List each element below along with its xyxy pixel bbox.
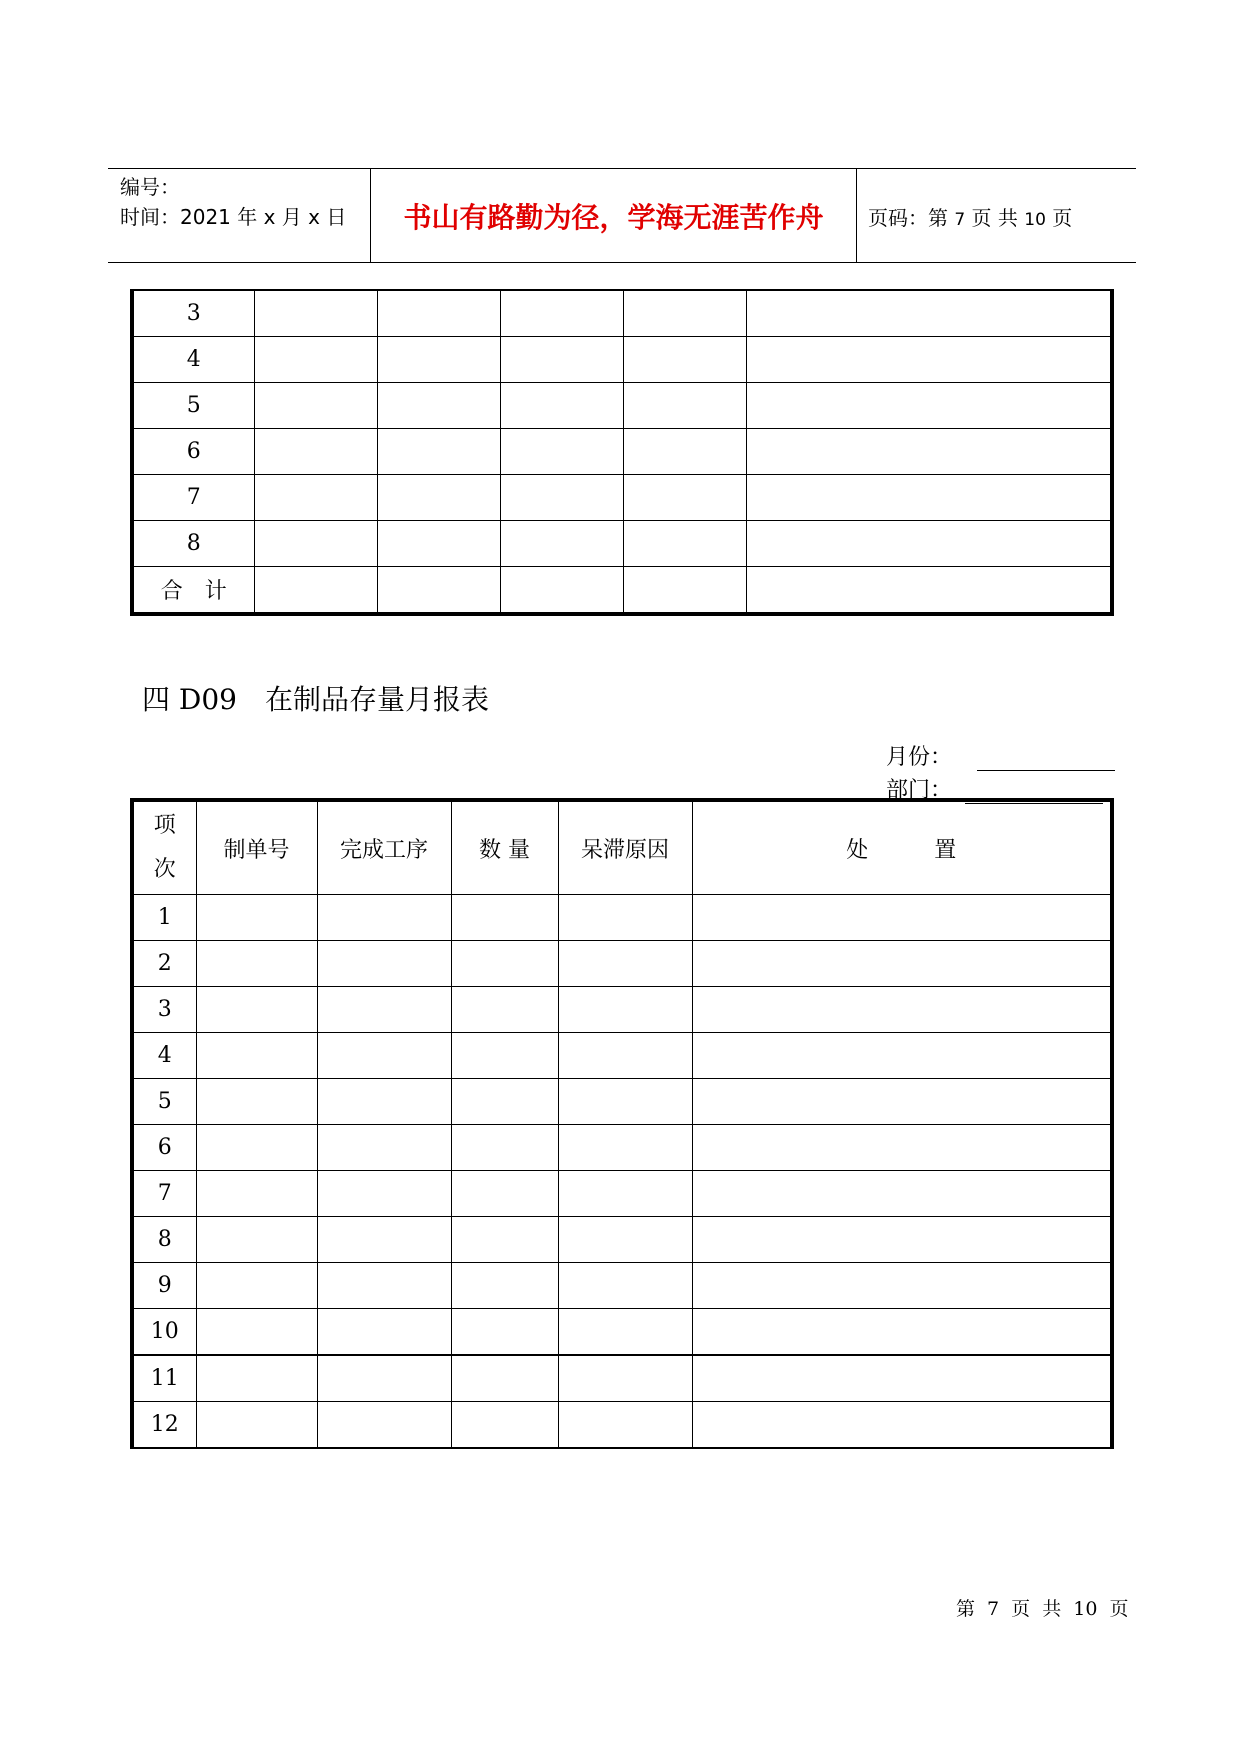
header-order-no: 制单号 — [196, 800, 317, 895]
page-prefix: 页码：第 — [868, 206, 948, 230]
table-cell[interactable] — [451, 941, 558, 987]
table-cell[interactable] — [692, 895, 1112, 941]
row-index: 8 — [132, 1217, 196, 1263]
table-row — [132, 987, 1112, 1033]
header-meta — [120, 172, 346, 232]
table-cell[interactable] — [451, 1355, 558, 1402]
page-total: 10 — [1024, 210, 1046, 230]
table-cell[interactable] — [196, 1355, 317, 1402]
table-row — [132, 1079, 1112, 1125]
table-cell[interactable] — [196, 1309, 317, 1356]
table-cell[interactable] — [451, 895, 558, 941]
table-cell[interactable] — [692, 1355, 1112, 1402]
table-cell[interactable] — [377, 521, 500, 567]
table-cell[interactable] — [558, 1402, 692, 1449]
row-index: 5 — [132, 1079, 196, 1125]
table-cell[interactable] — [623, 429, 746, 475]
table-cell[interactable] — [377, 475, 500, 521]
table-cell[interactable] — [746, 429, 1112, 475]
table-cell[interactable] — [746, 383, 1112, 429]
table-cell[interactable] — [196, 941, 317, 987]
table-cell[interactable] — [692, 1079, 1112, 1125]
row-index: 1 — [132, 895, 196, 941]
table-cell[interactable] — [196, 895, 317, 941]
table-cell[interactable] — [254, 337, 377, 383]
table-cell[interactable] — [623, 567, 746, 615]
row-index: 5 — [132, 383, 254, 429]
header-quantity: 数 量 — [451, 800, 558, 895]
table-cell[interactable] — [317, 895, 451, 941]
table-cell[interactable] — [196, 1125, 317, 1171]
table-cell[interactable] — [317, 1309, 451, 1356]
table-cell[interactable] — [558, 1125, 692, 1171]
table-cell[interactable] — [500, 337, 623, 383]
table-cell[interactable] — [746, 567, 1112, 615]
table-cell[interactable] — [623, 383, 746, 429]
table-cell[interactable] — [451, 1402, 558, 1449]
table-cell[interactable] — [558, 1309, 692, 1356]
table-cell[interactable] — [500, 521, 623, 567]
row-index: 3 — [132, 987, 196, 1033]
total-row — [132, 567, 1112, 615]
table-cell[interactable] — [451, 1217, 558, 1263]
table-cell[interactable] — [317, 1263, 451, 1309]
document-number-label: 编号： — [120, 175, 180, 199]
table-header-row — [132, 800, 1112, 895]
page-suffix: 页 — [1052, 206, 1073, 230]
table-cell[interactable] — [746, 290, 1112, 337]
table-cell[interactable] — [623, 521, 746, 567]
table-cell[interactable] — [196, 987, 317, 1033]
wip-inventory-table — [130, 798, 1114, 1449]
table-cell[interactable] — [196, 1263, 317, 1309]
table-cell[interactable] — [746, 521, 1112, 567]
month-input-line[interactable] — [977, 746, 1115, 771]
table-cell[interactable] — [692, 941, 1112, 987]
row-index: 12 — [132, 1402, 196, 1449]
table-cell[interactable] — [196, 1402, 317, 1449]
month-field — [886, 740, 1115, 771]
header-motto: 书山有路勤为径，学海无涯苦作舟 — [403, 201, 824, 234]
table-cell[interactable] — [451, 1309, 558, 1356]
total-label: 合 计 — [132, 567, 254, 615]
row-index: 7 — [132, 475, 254, 521]
table-cell[interactable] — [558, 1171, 692, 1217]
table-row — [132, 521, 1112, 567]
table-cell[interactable] — [623, 475, 746, 521]
table-cell[interactable] — [500, 383, 623, 429]
table-cell[interactable] — [692, 1309, 1112, 1356]
header-page-indicator — [868, 202, 1072, 231]
table-cell[interactable] — [558, 987, 692, 1033]
row-index: 10 — [132, 1309, 196, 1356]
table-cell[interactable] — [692, 1033, 1112, 1079]
header-divider-right — [856, 168, 857, 262]
table-cell[interactable] — [196, 1171, 317, 1217]
table-cell[interactable] — [558, 1217, 692, 1263]
section-title: 四 D09 在制品存量月报表 — [142, 683, 489, 716]
table-cell[interactable] — [377, 337, 500, 383]
table-cell[interactable] — [317, 1079, 451, 1125]
table-cell[interactable] — [451, 1171, 558, 1217]
table-cell[interactable] — [558, 1263, 692, 1309]
document-time-label: 时间：2021 年 x 月 x 日 — [120, 205, 347, 229]
table-row — [132, 1217, 1112, 1263]
table-cell[interactable] — [254, 290, 377, 337]
header-top-rule — [108, 168, 1136, 169]
table-cell[interactable] — [500, 290, 623, 337]
header-handling: 处 置 — [692, 800, 1112, 895]
table-cell[interactable] — [746, 475, 1112, 521]
table-cell[interactable] — [692, 1217, 1112, 1263]
table-cell[interactable] — [377, 290, 500, 337]
table-cell[interactable] — [317, 1033, 451, 1079]
table-cell[interactable] — [558, 1079, 692, 1125]
table-cell[interactable] — [254, 383, 377, 429]
table-row — [132, 1402, 1112, 1449]
table-cell[interactable] — [196, 1033, 317, 1079]
table-cell[interactable] — [500, 429, 623, 475]
table-row — [132, 290, 1112, 337]
row-index: 7 — [132, 1171, 196, 1217]
table-row — [132, 895, 1112, 941]
table-cell[interactable] — [451, 987, 558, 1033]
table-cell[interactable] — [196, 1079, 317, 1125]
row-index: 9 — [132, 1263, 196, 1309]
table-cell[interactable] — [254, 521, 377, 567]
header-index — [132, 800, 196, 895]
row-index: 3 — [132, 290, 254, 337]
table-cell[interactable] — [377, 567, 500, 615]
table-cell[interactable] — [451, 1263, 558, 1309]
row-index: 6 — [132, 429, 254, 475]
page-current: 7 — [954, 210, 966, 230]
header-process: 完成工序 — [317, 800, 451, 895]
table-cell[interactable] — [623, 337, 746, 383]
header-reason: 呆滞原因 — [558, 800, 692, 895]
table-cell[interactable] — [317, 1171, 451, 1217]
header-bottom-rule — [108, 262, 1136, 263]
table-cell[interactable] — [254, 429, 377, 475]
header-index-line1: 项 — [153, 813, 176, 838]
table-cell[interactable] — [451, 1079, 558, 1125]
table-cell[interactable] — [317, 941, 451, 987]
table-cell[interactable] — [317, 1125, 451, 1171]
table-cell[interactable] — [692, 987, 1112, 1033]
table-row — [132, 1171, 1112, 1217]
table-cell[interactable] — [377, 429, 500, 475]
department-label: 部门： — [886, 778, 953, 803]
table-cell[interactable] — [692, 1125, 1112, 1171]
table-cell[interactable] — [254, 567, 377, 615]
table-cell[interactable] — [558, 1355, 692, 1402]
table-cell[interactable] — [623, 290, 746, 337]
table-cell[interactable] — [558, 941, 692, 987]
table-row — [132, 429, 1112, 475]
table-cell[interactable] — [317, 1355, 451, 1402]
table-row — [132, 1263, 1112, 1309]
table-row — [132, 383, 1112, 429]
table-cell[interactable] — [558, 1033, 692, 1079]
table-cell[interactable] — [196, 1217, 317, 1263]
page-mid: 页 共 — [971, 206, 1018, 230]
row-index: 2 — [132, 941, 196, 987]
table-cell[interactable] — [692, 1263, 1112, 1309]
table-row — [132, 1033, 1112, 1079]
table-cell[interactable] — [746, 337, 1112, 383]
table-row — [132, 941, 1112, 987]
row-index: 8 — [132, 521, 254, 567]
page-footer: 第 7 页 共 10 页 — [956, 1598, 1129, 1620]
table-cell[interactable] — [317, 1402, 451, 1449]
table-cell[interactable] — [317, 987, 451, 1033]
row-index: 4 — [132, 1033, 196, 1079]
table-cell[interactable] — [500, 567, 623, 615]
month-label: 月份： — [886, 745, 953, 770]
table-cell[interactable] — [692, 1171, 1112, 1217]
table-row — [132, 337, 1112, 383]
header-index-line2: 次 — [153, 857, 176, 882]
table-cell[interactable] — [451, 1033, 558, 1079]
row-index: 4 — [132, 337, 254, 383]
table-cell[interactable] — [377, 383, 500, 429]
row-index: 6 — [132, 1125, 196, 1171]
table-cell[interactable] — [254, 475, 377, 521]
table-row — [132, 1309, 1112, 1356]
row-index: 11 — [132, 1355, 196, 1402]
table-cell[interactable] — [692, 1402, 1112, 1449]
table-cell[interactable] — [317, 1217, 451, 1263]
table-row — [132, 1355, 1112, 1402]
table-row — [132, 475, 1112, 521]
table-cell[interactable] — [451, 1125, 558, 1171]
table-row — [132, 1125, 1112, 1171]
table-cell[interactable] — [558, 895, 692, 941]
table-cell[interactable] — [500, 475, 623, 521]
continued-table — [130, 289, 1114, 616]
